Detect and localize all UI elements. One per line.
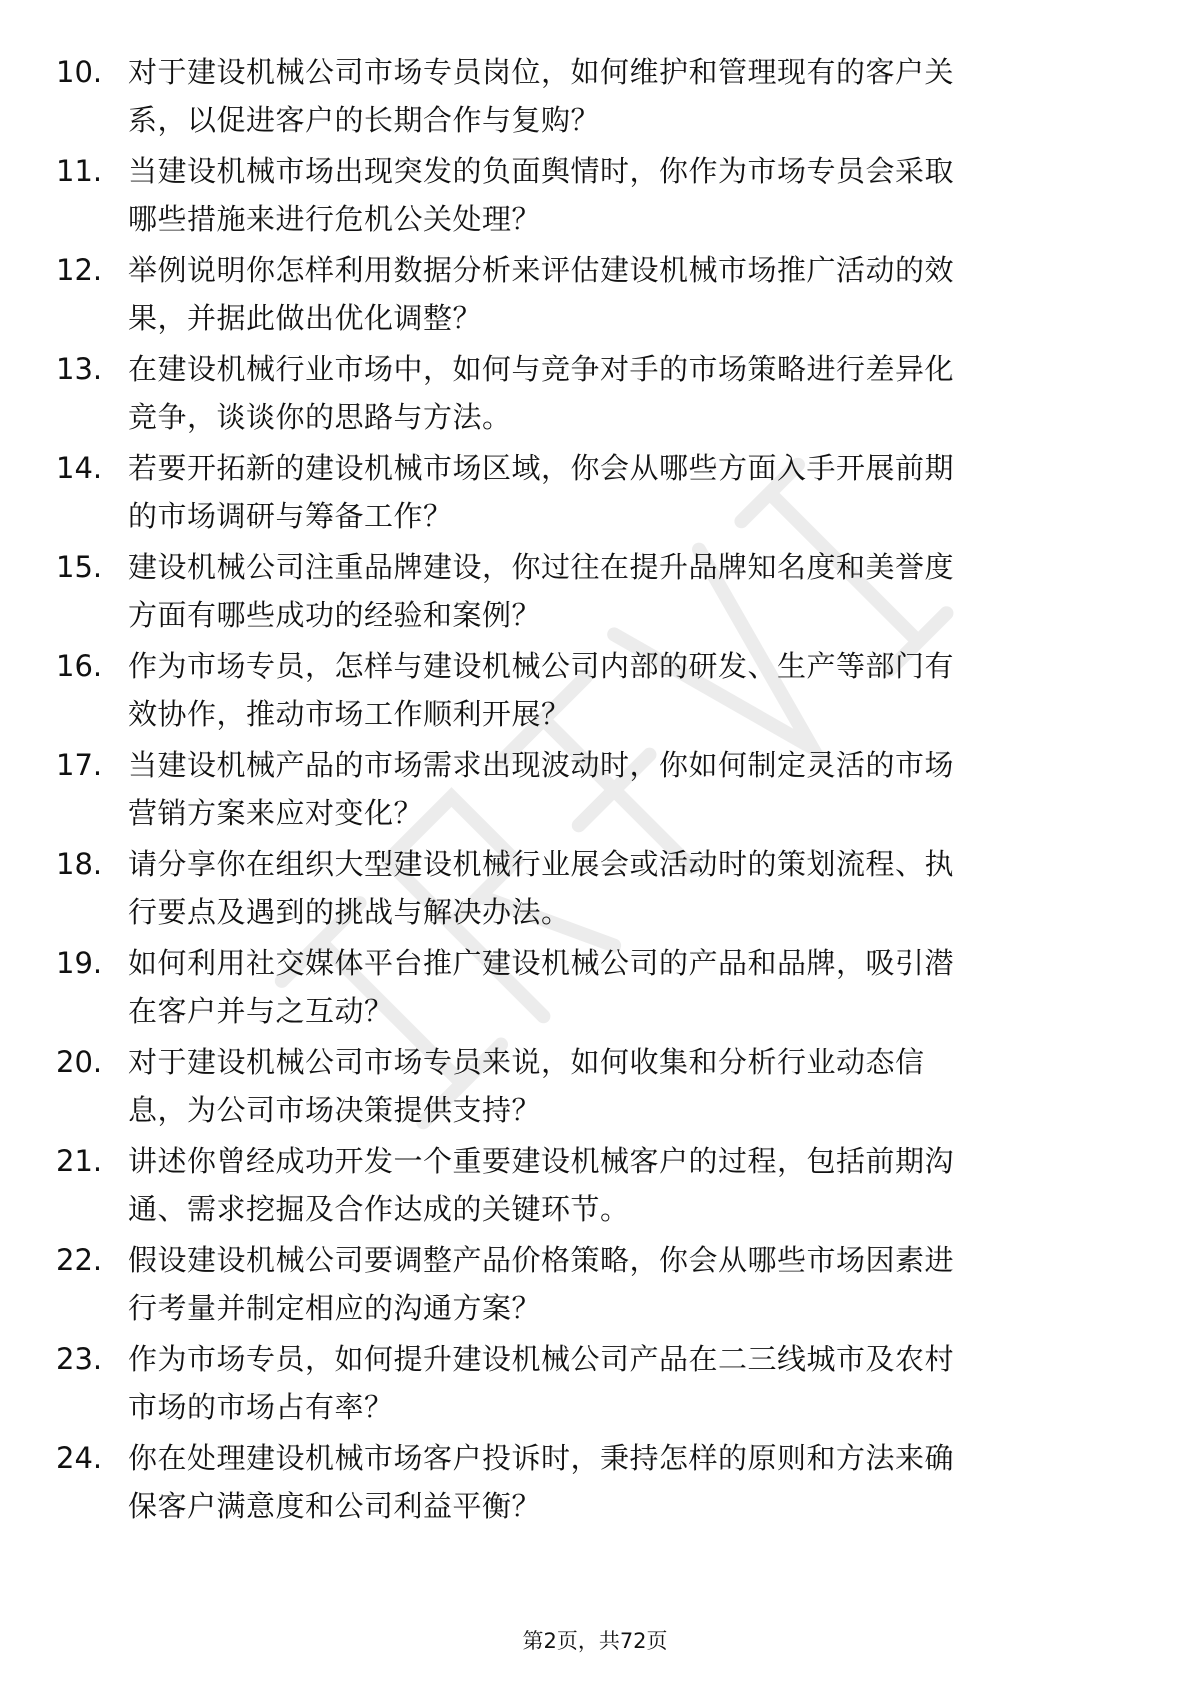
question-item: [0, 1236, 1190, 1335]
question-item: [0, 543, 1190, 642]
question-text-line: 保客户满意度和公司利益平衡？: [128, 1489, 542, 1523]
question-text: [128, 543, 1128, 639]
question-text: [128, 1137, 1128, 1233]
question-number: 15.: [56, 550, 103, 584]
question-text: [128, 939, 1128, 1035]
question-text: [128, 147, 1128, 243]
question-text-line: 系，以促进客户的长期合作与复购？: [128, 103, 601, 137]
question-item: [0, 246, 1190, 345]
question-item: [0, 1434, 1190, 1533]
question-text: [128, 741, 1128, 837]
question-text-line: 作为市场专员，怎样与建设机械公司内部的研发、生产等部门有: [128, 649, 955, 683]
question-item: [0, 345, 1190, 444]
question-number: 23.: [56, 1342, 103, 1376]
question-number: 14.: [56, 451, 103, 485]
question-number: 24.: [56, 1441, 103, 1475]
question-text-line: 市场的市场占有率？: [128, 1390, 394, 1424]
question-text-line: 在建设机械行业市场中，如何与竞争对手的市场策略进行差异化: [128, 352, 955, 386]
question-item: [0, 642, 1190, 741]
question-text-line: 通、需求挖掘及合作达成的关键环节。: [128, 1192, 630, 1226]
question-item: [0, 1038, 1190, 1137]
question-text-line: 建设机械公司注重品牌建设，你过往在提升品牌知名度和美誉度: [128, 550, 955, 584]
question-text-line: 若要开拓新的建设机械市场区域，你会从哪些方面入手开展前期: [128, 451, 955, 485]
question-item: [0, 147, 1190, 246]
question-number: 19.: [56, 946, 103, 980]
question-item: [0, 741, 1190, 840]
page-number: 第2页，共72页: [522, 1629, 668, 1653]
question-text-line: 假设建设机械公司要调整产品价格策略，你会从哪些市场因素进: [128, 1243, 955, 1277]
question-text-line: 当建设机械产品的市场需求出现波动时，你如何制定灵活的市场: [128, 748, 955, 782]
question-text: [128, 444, 1128, 540]
question-text: [128, 1434, 1128, 1530]
question-text-line: 讲述你曾经成功开发一个重要建设机械客户的过程，包括前期沟: [128, 1144, 955, 1178]
question-item: [0, 48, 1190, 147]
question-text: [128, 1038, 1128, 1134]
question-number: 13.: [56, 352, 103, 386]
question-item: [0, 1335, 1190, 1434]
question-text-line: 举例说明你怎样利用数据分析来评估建设机械市场推广活动的效: [128, 253, 955, 287]
question-text-line: 当建设机械市场出现突发的负面舆情时，你作为市场专员会采取: [128, 154, 955, 188]
question-text-line: 对于建设机械公司市场专员来说，如何收集和分析行业动态信: [128, 1045, 925, 1079]
question-text-line: 营销方案来应对变化？: [128, 796, 424, 830]
question-text: [128, 345, 1128, 441]
question-text-line: 竞争，谈谈你的思路与方法。: [128, 400, 512, 434]
question-text-line: 作为市场专员，如何提升建设机械公司产品在二三线城市及农村: [128, 1342, 955, 1376]
question-text-line: 如何利用社交媒体平台推广建设机械公司的产品和品牌，吸引潜: [128, 946, 955, 980]
question-number: 22.: [56, 1243, 103, 1277]
question-text-line: 哪些措施来进行危机公关处理？: [128, 202, 542, 236]
question-text-line: 方面有哪些成功的经验和案例？: [128, 598, 542, 632]
question-text: [128, 246, 1128, 342]
question-text-line: 请分享你在组织大型建设机械行业展会或活动时的策划流程、执: [128, 847, 955, 881]
question-text-line: 你在处理建设机械市场客户投诉时，秉持怎样的原则和方法来确: [128, 1441, 955, 1475]
question-number: 20.: [56, 1045, 103, 1079]
question-item: [0, 840, 1190, 939]
question-text: [128, 1236, 1128, 1332]
question-text-line: 的市场调研与筹备工作？: [128, 499, 453, 533]
question-number: 21.: [56, 1144, 103, 1178]
question-text-line: 对于建设机械公司市场专员岗位，如何维护和管理现有的客户关: [128, 55, 955, 89]
question-number: 10.: [56, 55, 103, 89]
question-number: 11.: [56, 154, 103, 188]
question-text: [128, 1335, 1128, 1431]
question-text-line: 果，并据此做出优化调整？: [128, 301, 483, 335]
question-text-line: 行考量并制定相应的沟通方案？: [128, 1291, 542, 1325]
question-text-line: 在客户并与之互动？: [128, 994, 394, 1028]
question-item: [0, 1137, 1190, 1236]
question-number: 16.: [56, 649, 103, 683]
question-item: [0, 939, 1190, 1038]
question-item: [0, 444, 1190, 543]
question-text: [128, 840, 1128, 936]
question-text: [128, 642, 1128, 738]
question-number: 12.: [56, 253, 103, 287]
question-text-line: 息，为公司市场决策提供支持？: [128, 1093, 542, 1127]
question-number: 18.: [56, 847, 103, 881]
question-text-line: 行要点及遇到的挑战与解决办法。: [128, 895, 571, 929]
question-list: [0, 48, 1190, 1533]
question-text: [128, 48, 1128, 144]
question-number: 17.: [56, 748, 103, 782]
question-text-line: 效协作，推动市场工作顺利开展？: [128, 697, 571, 731]
